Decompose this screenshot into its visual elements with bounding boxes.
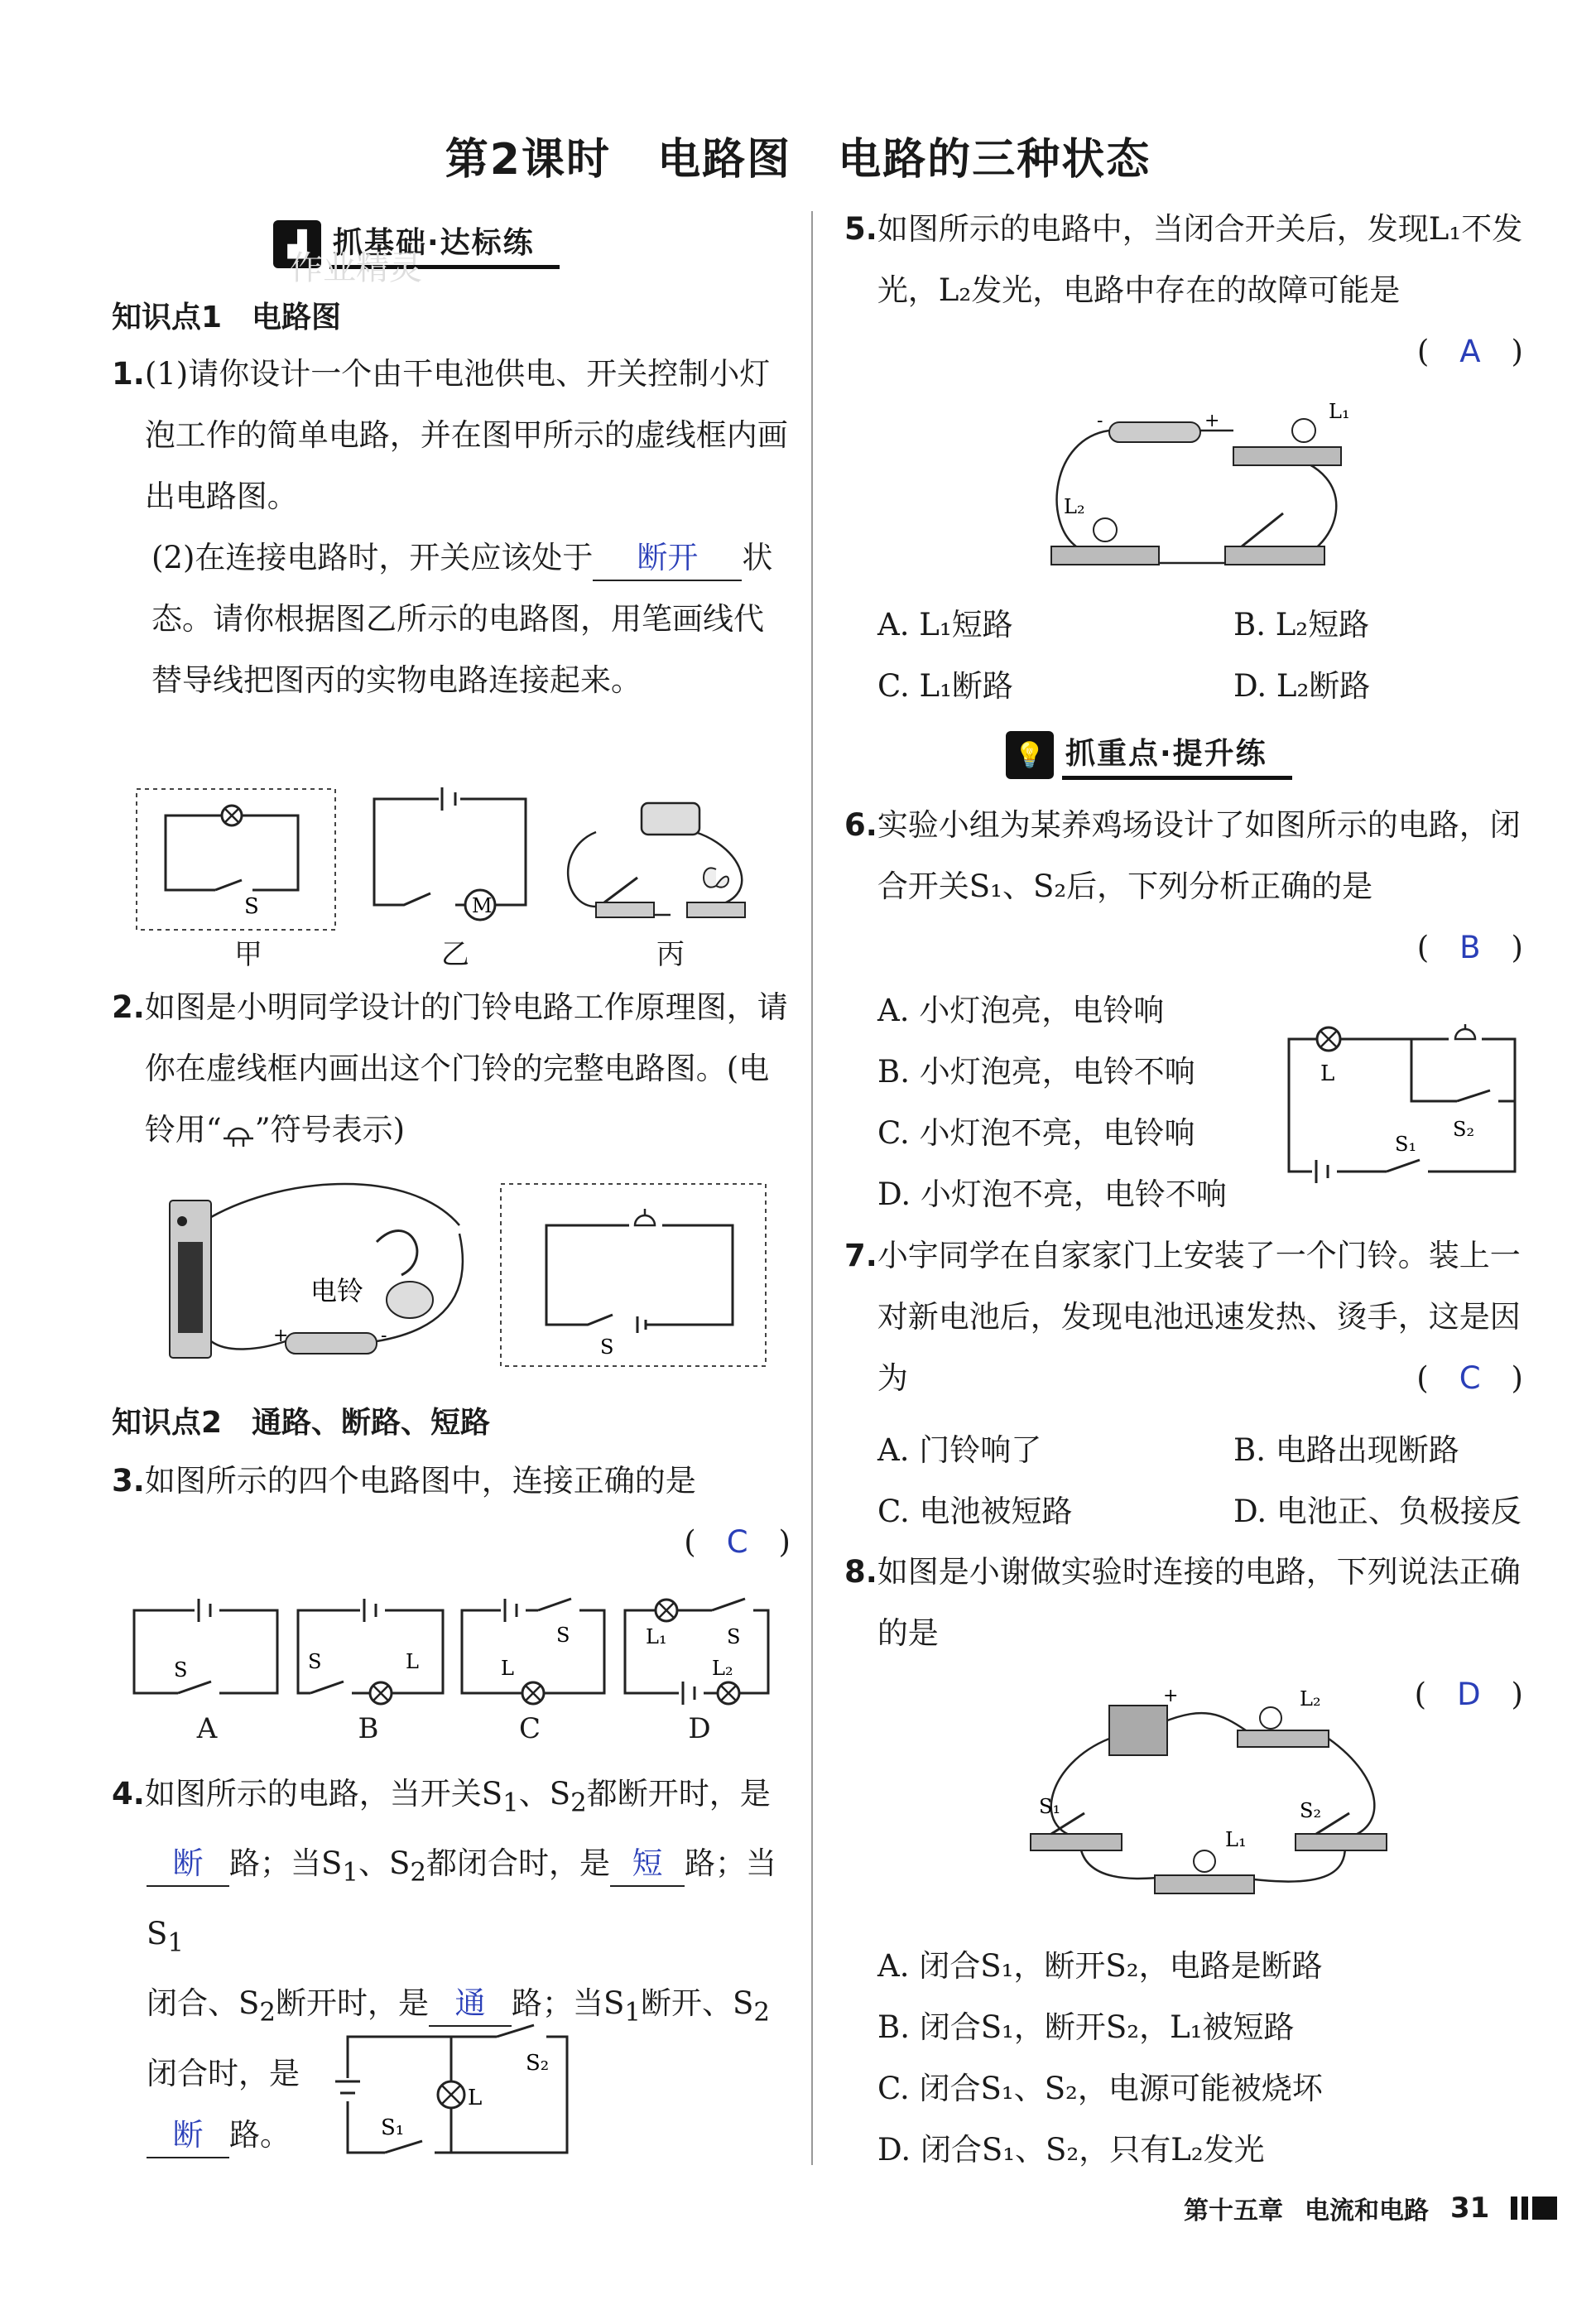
q5-switch-base (1225, 546, 1324, 565)
section-advanced-title: 抓重点·提升练 (1062, 730, 1292, 780)
q8-switch-s1 (1031, 1834, 1122, 1850)
q5-option-a[interactable]: A. L₁短路 (877, 607, 1013, 642)
title-part2: 电路的三种状态 (838, 135, 1151, 185)
q5-option-b[interactable]: B. L₂短路 (1233, 607, 1370, 642)
question-6: 6. 实验小组为某养鸡场设计了如图所示的电路，闭合开关S₁、S₂后，下列分析正确的是 ( B ) (844, 795, 1523, 979)
keypad-icon (178, 1242, 203, 1333)
q7-option-a[interactable]: A. 门铃响了 (877, 1432, 1042, 1468)
c-label-l: L (501, 1657, 514, 1680)
q1-part2b: 状态。请你根据图乙所示的电路图，用笔画线代替导线把图丙的实物电路连接起来。 (151, 540, 773, 698)
battery-object-q2 (286, 1333, 377, 1354)
q3-number: 3. (112, 1463, 145, 1499)
knowledge-point-1: 知识点1 电路图 (112, 301, 342, 334)
bell-label: 电铃 (310, 1275, 364, 1306)
bell-symbol-icon (222, 1119, 255, 1147)
q2-number: 2. (112, 989, 145, 1025)
q5-lamp-l1-icon (1292, 419, 1315, 442)
d-label-l1: L₁ (646, 1625, 667, 1648)
q4-answer-1: 断 (147, 1842, 229, 1887)
lightbulb-icon: 💡 (1006, 731, 1054, 779)
page-footer (1184, 2190, 1557, 2226)
q4-circuit (327, 2028, 592, 2169)
q8-switch-s2 (1296, 1834, 1387, 1850)
q3-caption-a: A (196, 1712, 218, 1745)
footer-chapter: 第十五章 (1184, 2197, 1283, 2225)
q4-answer-4: 断 (147, 2114, 229, 2158)
q8-label-l2: L₂ (1300, 1687, 1321, 1711)
q2-box-circuit (546, 1225, 733, 1325)
q8-plus: + (1163, 1686, 1179, 1706)
doorbell-wires (211, 1184, 463, 1349)
q5-text: 如图所示的电路中，当闭合开关后，发现L₁不发光，L₂发光，电路中存在的故障可能是 (877, 211, 1523, 308)
q5-switch-lever (1242, 513, 1283, 546)
q4-label-l: L (468, 2086, 483, 2110)
caption-jia: 甲 (234, 938, 262, 971)
q2-answer-box (501, 1184, 766, 1366)
q5-minus: - (1097, 411, 1103, 431)
q4-answer-2: 短 (610, 1842, 685, 1887)
q6-option-d[interactable]: D. 小灯泡不亮，电铃不响 (877, 1176, 1227, 1212)
q5-battery (1109, 422, 1200, 442)
q1-figures (132, 782, 795, 948)
q1-answer-blank: 断开 (593, 537, 742, 581)
q2-bell-symbol (635, 1209, 655, 1225)
q5-number: 5. (844, 211, 877, 247)
switch-object (596, 902, 654, 917)
knowledge-point-2: 知识点2 通路、断路、短路 (112, 1406, 491, 1440)
page-number: 31 (1450, 2192, 1490, 2225)
footer-bars-icon (1511, 2197, 1557, 2220)
q8-answer: D (1457, 1677, 1481, 1712)
q4-label-s2: S₂ (526, 2051, 550, 2076)
panel-hole (177, 1216, 187, 1226)
q8-lamp-l2-icon (1260, 1707, 1281, 1729)
q7-option-d[interactable]: D. 电池正、负极接反 (1233, 1494, 1521, 1529)
question-7: 7. 小宇同学在自家家门上安装了一个门铃。装上一对新电池后，发现电池迅速发热、烫手，这是因为 ( C ) (844, 1225, 1523, 1409)
q2-text: 如图是小明同学设计的门铃电路工作原理图，请你在虚线框内画出这个门铃的完整电路图。(电铃用“ (144, 989, 788, 1148)
q8-battery-pack (1109, 1706, 1167, 1755)
q6-option-b[interactable]: B. 小灯泡亮，电铃不响 (877, 1054, 1195, 1090)
q8-option-d[interactable]: D. 闭合S₁、S₂，只有L₂发光 (877, 2132, 1265, 2168)
q1-part2a: (2)在连接电路时，开关应该处于 (151, 540, 594, 575)
q8-label-s2: S₂ (1300, 1799, 1322, 1822)
q5-lamp-base-l2 (1051, 546, 1159, 565)
q6-option-a[interactable]: A. 小灯泡亮，电铃响 (877, 993, 1165, 1028)
bell-dome-icon (387, 1282, 433, 1318)
q8-label-l1: L₁ (1225, 1828, 1247, 1851)
q3-figures (132, 1594, 778, 1710)
q7-number: 7. (844, 1238, 877, 1273)
q8-lamp-base-l2 (1238, 1730, 1329, 1747)
q5-label-l1: L₁ (1329, 400, 1350, 423)
q6-text: 实验小组为某养鸡场设计了如图所示的电路，闭合开关S₁、S₂后，下列分析正确的是 (877, 807, 1521, 904)
label-s-q2: S (600, 1335, 614, 1359)
column-divider (811, 211, 813, 2165)
q3-caption-c: C (518, 1712, 541, 1745)
q8-option-b[interactable]: B. 闭合S₁，断开S₂，L₁被短路 (877, 2009, 1295, 2045)
q6-number: 6. (844, 807, 877, 843)
a-label-s: S (174, 1658, 188, 1682)
motor-base (687, 902, 745, 917)
title-part1: 电路图 (657, 135, 792, 185)
q6-circuit (1287, 1014, 1519, 1180)
q7-option-c[interactable]: C. 电池被短路 (877, 1494, 1073, 1529)
electromagnet-icon (377, 1231, 417, 1275)
footer-topic: 电流和电路 (1305, 2197, 1429, 2225)
q6-label-s1: S₁ (1395, 1133, 1417, 1156)
q5-answer: A (1459, 334, 1481, 369)
d-label-l2: L₂ (712, 1657, 733, 1680)
q5-label-l2: L₂ (1064, 495, 1085, 518)
q4-answer-3: 通 (429, 1982, 512, 2027)
label-plus-q2: + (273, 1326, 289, 1346)
lesson-number: 第2课时 (445, 135, 611, 185)
q2-text2: ”符号表示) (254, 1112, 406, 1148)
q4-label-s1: S₁ (381, 2115, 405, 2140)
q6-label-l: L (1320, 1061, 1335, 1086)
section-banner-advanced (1006, 730, 1292, 780)
q5-lamp-base-l1 (1233, 447, 1341, 465)
q8-text: 如图是小谢做实验时连接的电路，下列说法正确的是 (877, 1554, 1521, 1651)
q2-figures (161, 1176, 774, 1374)
q8-option-a[interactable]: A. 闭合S₁，断开S₂，电路是断路 (877, 1948, 1323, 1984)
section-basic-title: 抓基础·达标练 (329, 219, 560, 269)
q5-circuit (1035, 389, 1366, 580)
question-2 (112, 977, 791, 1161)
q6-option-c[interactable]: C. 小灯泡不亮，电铃响 (877, 1115, 1195, 1151)
label-motor: M (472, 894, 493, 917)
q8-circuit (1014, 1681, 1395, 1904)
q6-bell-symbol (1455, 1024, 1475, 1039)
watermark: 作业精灵 (290, 249, 422, 287)
q3-text: 如图所示的四个电路图中，连接正确的是 (144, 1463, 696, 1499)
question-5: 5. 如图所示的电路中，当闭合开关后，发现L₁不发光，L₂发光，电路中存在的故障可能是 ( A ) (844, 199, 1523, 383)
caption-yi: 乙 (441, 938, 469, 971)
q5-option-c[interactable]: C. L₁断路 (877, 668, 1013, 704)
question-8: 8. 如图是小谢做实验时连接的电路，下列说法正确的是 ( D ) (844, 1542, 1523, 1725)
q3-caption-d: D (688, 1712, 711, 1745)
q5-lamp-l2-icon (1094, 518, 1117, 541)
q6-answer: B (1459, 930, 1481, 965)
b-label-l: L (406, 1650, 419, 1673)
q7-option-b[interactable]: B. 电路出现断路 (1233, 1432, 1459, 1468)
b-label-s: S (308, 1650, 322, 1673)
q6-label-s2: S₂ (1453, 1118, 1475, 1141)
q3-answer: C (726, 1524, 748, 1560)
q8-label-s1: S₁ (1039, 1795, 1061, 1818)
bar-chart-icon: ▟ (273, 220, 321, 268)
q8-option-c[interactable]: C. 闭合S₁、S₂，电源可能被烧坏 (877, 2071, 1323, 2106)
label-s-jia: S (244, 894, 259, 919)
q4-number: 4. (112, 1776, 145, 1812)
q1-number: 1. (112, 356, 145, 392)
q3-caption-b: B (358, 1712, 379, 1745)
caption-bing: 丙 (656, 938, 685, 971)
page-title (0, 124, 1596, 186)
circuit-yi-wire (374, 799, 526, 905)
q8-lamp-base-l1 (1155, 1875, 1254, 1893)
q1-part1: (1)请你设计一个由干电池供电、开关控制小灯泡工作的简单电路，并在图甲所示的虚线框内画出电路图。 (144, 356, 788, 514)
fan-icon (704, 868, 728, 887)
switch-lever (604, 878, 637, 902)
q7-answer: C (1459, 1360, 1481, 1396)
c-label-s: S (556, 1624, 570, 1647)
q8-number: 8. (844, 1554, 877, 1590)
q5-plus: + (1204, 411, 1220, 431)
question-1 (112, 344, 791, 711)
d-label-s: S (727, 1625, 741, 1648)
label-minus-q2: - (381, 1326, 387, 1346)
question-4: 4. 如图所示的电路，当开关$S_1$、$S_2$都断开时，是 断 路；当$S_1$、$S_2$都闭合时，是 短 路；当$S_1$ 闭合、$S_2$断开时，是 通 路；当$S_1$断开、$S_2$闭合时，是 断 路。 (112, 1763, 791, 2166)
q5-option-d[interactable]: D. L₂断路 (1233, 668, 1371, 704)
battery-object (642, 803, 699, 835)
q7-text: 小宇同学在自家家门上安装了一个门铃。装上一对新电池后，发现电池迅速发热、烫手，这是因为 (877, 1238, 1521, 1396)
q8-lamp-l1-icon (1194, 1850, 1215, 1872)
question-3: 3. 如图所示的四个电路图中，连接正确的是 ( C ) (112, 1451, 791, 1573)
